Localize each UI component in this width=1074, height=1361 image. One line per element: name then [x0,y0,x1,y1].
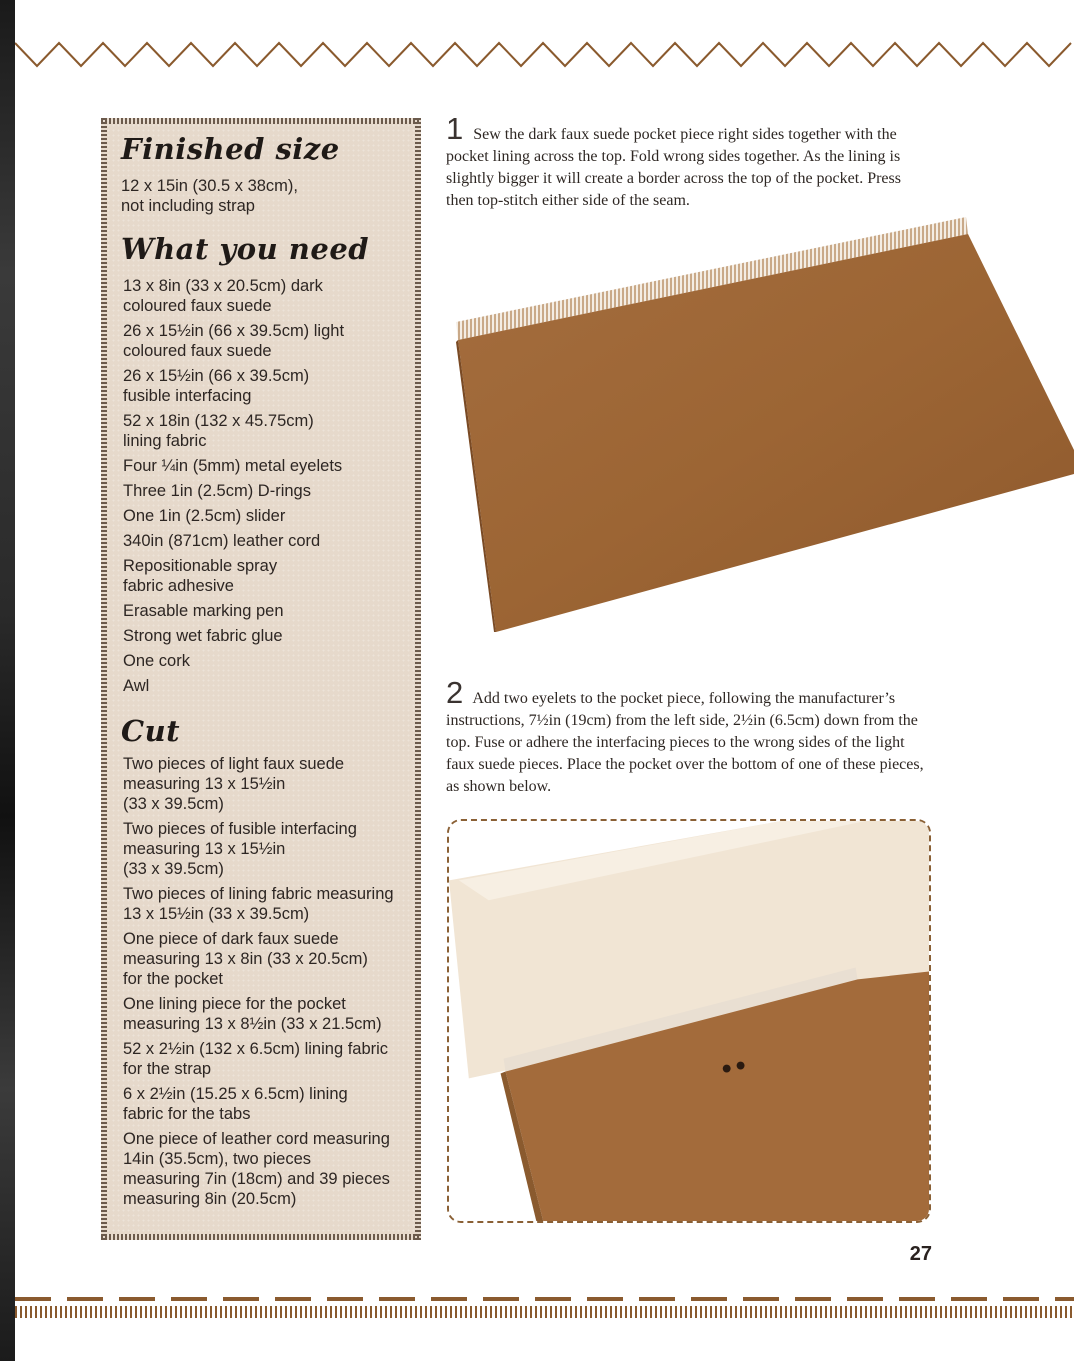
materials-item-line: 340in (871cm) leather cord [123,532,321,550]
cut-item-line: measuring 13 x 15½in [123,840,286,858]
cut-item [121,994,403,1034]
materials-item-line: Four ¼in (5mm) metal eyelets [123,457,343,475]
cut-item-line: measuring 13 x 8in (33 x 20.5cm) [123,950,368,968]
step-number: 1 [446,111,464,146]
step-number: 2 [446,675,464,710]
materials-item [121,411,403,451]
cut-item-line: Two pieces of lining fabric measuring [123,885,394,903]
materials-item-line: Awl [123,677,150,695]
cut-item [121,1039,403,1079]
left-page-edge [0,0,15,1361]
finished-size-line: 12 x 15in (30.5 x 38cm), [121,177,299,195]
materials-item-line: One 1in (2.5cm) slider [123,507,286,525]
cut-item-line: fabric for the tabs [123,1105,251,1123]
cut-item-line: One piece of leather cord measuring [123,1130,390,1148]
cut-item-line: One lining piece for the pocket [123,995,346,1013]
cut-item-line: 13 x 15½in (33 x 39.5cm) [123,905,310,923]
materials-item [121,676,403,696]
cut-heading: Cut [121,714,181,748]
materials-item-line: lining fabric [123,432,207,450]
materials-item [121,456,403,476]
materials-item-line: 13 x 8in (33 x 20.5cm) dark [123,277,323,295]
materials-item-line: Strong wet fabric glue [123,627,283,645]
step-1 [446,111,926,212]
cut-item [121,1129,403,1209]
cut-item-line: One piece of dark faux suede [123,930,339,948]
stitch-border-right [415,118,421,1240]
materials-item-line: fusible interfacing [123,387,252,405]
materials-item [121,531,403,551]
materials-list [121,276,403,696]
materials-item [121,276,403,316]
what-you-need-block [121,232,403,696]
materials-item [121,506,403,526]
materials-item [121,626,403,646]
materials-item [121,651,403,671]
materials-item [121,321,403,361]
cut-item-line: measuring 8in (20.5cm) [123,1190,297,1208]
materials-item-line: Erasable marking pen [123,602,284,620]
materials-item [121,556,403,596]
stitch-border-left [101,118,107,1240]
pocket-photo-2 [449,821,929,1221]
cut-item-line: (33 x 39.5cm) [123,795,224,813]
pocket-photo-1 [446,212,1074,652]
cut-list [121,754,403,1209]
finished-size-block [121,132,403,216]
materials-item-line: Three 1in (2.5cm) D-rings [123,482,311,500]
materials-item-line: 26 x 15½in (66 x 39.5cm) [123,367,310,385]
step-text: Sew the dark faux suede pocket piece right sides together with the pocket lining across the top. Fold wrong sides together. As the lining is slightly bigger it will create a border across the top of the pocket. Press then top-stitch either side of the seam. [446,126,901,209]
materials-item-line: coloured faux suede [123,297,272,315]
cut-item-line: measuring 13 x 15½in [123,775,286,793]
cut-item-line: measuring 13 x 8½in (33 x 21.5cm) [123,1015,382,1033]
materials-item [121,481,403,501]
photo-2-frame [447,819,931,1223]
cut-item-line: for the strap [123,1060,212,1078]
cut-item-line: Two pieces of fusible interfacing [123,820,357,838]
cut-item-line: Two pieces of light faux suede [123,755,345,773]
cut-item-line: 52 x 2½in (132 x 6.5cm) lining fabric [123,1040,389,1058]
materials-item-line: One cork [123,652,190,670]
materials-item-line: 52 x 18in (132 x 45.75cm) [123,412,314,430]
materials-item-line: 26 x 15½in (66 x 39.5cm) light [123,322,345,340]
cut-item-line: measuring 7in (18cm) and 39 pieces [123,1170,390,1188]
stitch-border-bottom [101,1234,421,1240]
cut-item-line: (33 x 39.5cm) [123,860,224,878]
cut-item [121,819,403,879]
cut-block [121,714,403,1209]
finished-size-text [121,176,403,216]
cut-item [121,754,403,814]
materials-item [121,366,403,406]
materials-item-line: coloured faux suede [123,342,272,360]
finished-size-line: not including strap [121,197,255,215]
zigzag-border-top [15,40,1074,70]
cut-item-line: 6 x 2½in (15.25 x 6.5cm) lining [123,1085,348,1103]
cut-item [121,929,403,989]
stitch-border-top [101,118,421,124]
step-2 [446,675,926,798]
materials-item-line: Repositionable spray [123,557,278,575]
cut-item-line: 14in (35.5cm), two pieces [123,1150,312,1168]
cut-item [121,884,403,924]
stitch-border-bottom-page [15,1306,1074,1318]
materials-sidebar [101,118,421,1240]
what-you-need-heading: What you need [121,232,370,266]
cut-item [121,1084,403,1124]
cut-item-line: for the pocket [123,970,223,988]
page-number: 27 [909,1243,932,1265]
finished-size-heading: Finished size [121,132,340,166]
materials-item [121,601,403,621]
step-text: Add two eyelets to the pocket piece, following the manufacturer’s instructions, 7½in (19cm) from the left side, 2½in (6.5cm) down from the top. Fuse or adhere the interfacing pieces to the wrong sides of the light faux suede pieces. Place the pocket over the bottom of one of these pieces, as shown below. [446,690,924,795]
materials-item-line: fabric adhesive [123,577,234,595]
dashed-divider [15,1297,1074,1301]
